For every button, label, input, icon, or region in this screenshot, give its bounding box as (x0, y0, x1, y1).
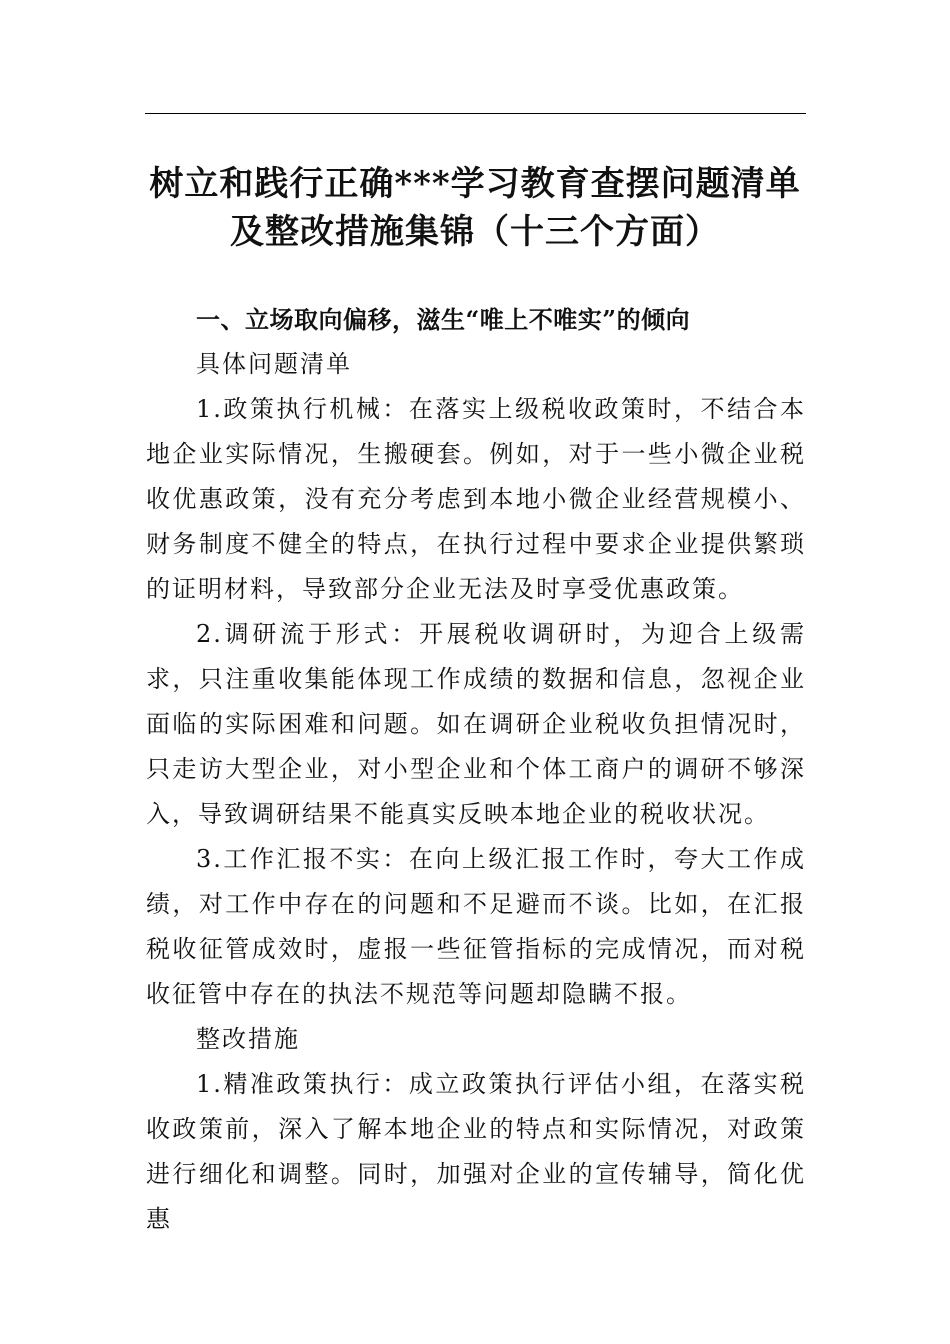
problem-item: 3.工作汇报不实：在向上级汇报工作时，夸大工作成绩，对工作中存在的问题和不足避而不谈。比如，在汇报税收征管成效时，虚报一些征管指标的完成情况，而对税收征管中存在的执法不规范等问题却隐瞒不报。 (146, 845, 806, 1008)
measures-label: 整改措施 (196, 1025, 300, 1053)
title-line-2: 及整改措施集锦（十三个方面） (230, 212, 720, 252)
header-rule (145, 113, 806, 114)
measure-item: 1.精准政策执行：成立政策执行评估小组，在落实税收政策前，深入了解本地企业的特点和实际情况，对政策进行细化和调整。同时，加强对企业的宣传辅导，简化优惠 (146, 1070, 806, 1233)
problem-list-label: 具体问题清单 (196, 350, 352, 378)
document-title (120, 160, 830, 256)
problem-item: 2.调研流于形式：开展税收调研时，为迎合上级需求，只注重收集能体现工作成绩的数据和信息，忽视企业面临的实际困难和问题。如在调研企业税收负担情况时，只走访大型企业，对小型企业和个体工商户的调研不够深入，导致调研结果不能真实反映本地企业的税收状况。 (146, 620, 806, 828)
document-body (146, 297, 806, 1242)
title-line-1: 树立和践行正确***学习教育查摆问题清单 (149, 164, 801, 204)
problem-item: 1.政策执行机械：在落实上级税收政策时，不结合本地企业实际情况，生搬硬套。例如，对于一些小微企业税收优惠政策，没有充分考虑到本地小微企业经营规模小、财务制度不健全的特点，在执行过程中要求企业提供繁琐的证明材料，导致部分企业无法及时享受优惠政策。 (146, 395, 806, 603)
section-heading: 一、立场取向偏移，滋生“唯上不唯实”的倾向 (196, 305, 691, 334)
